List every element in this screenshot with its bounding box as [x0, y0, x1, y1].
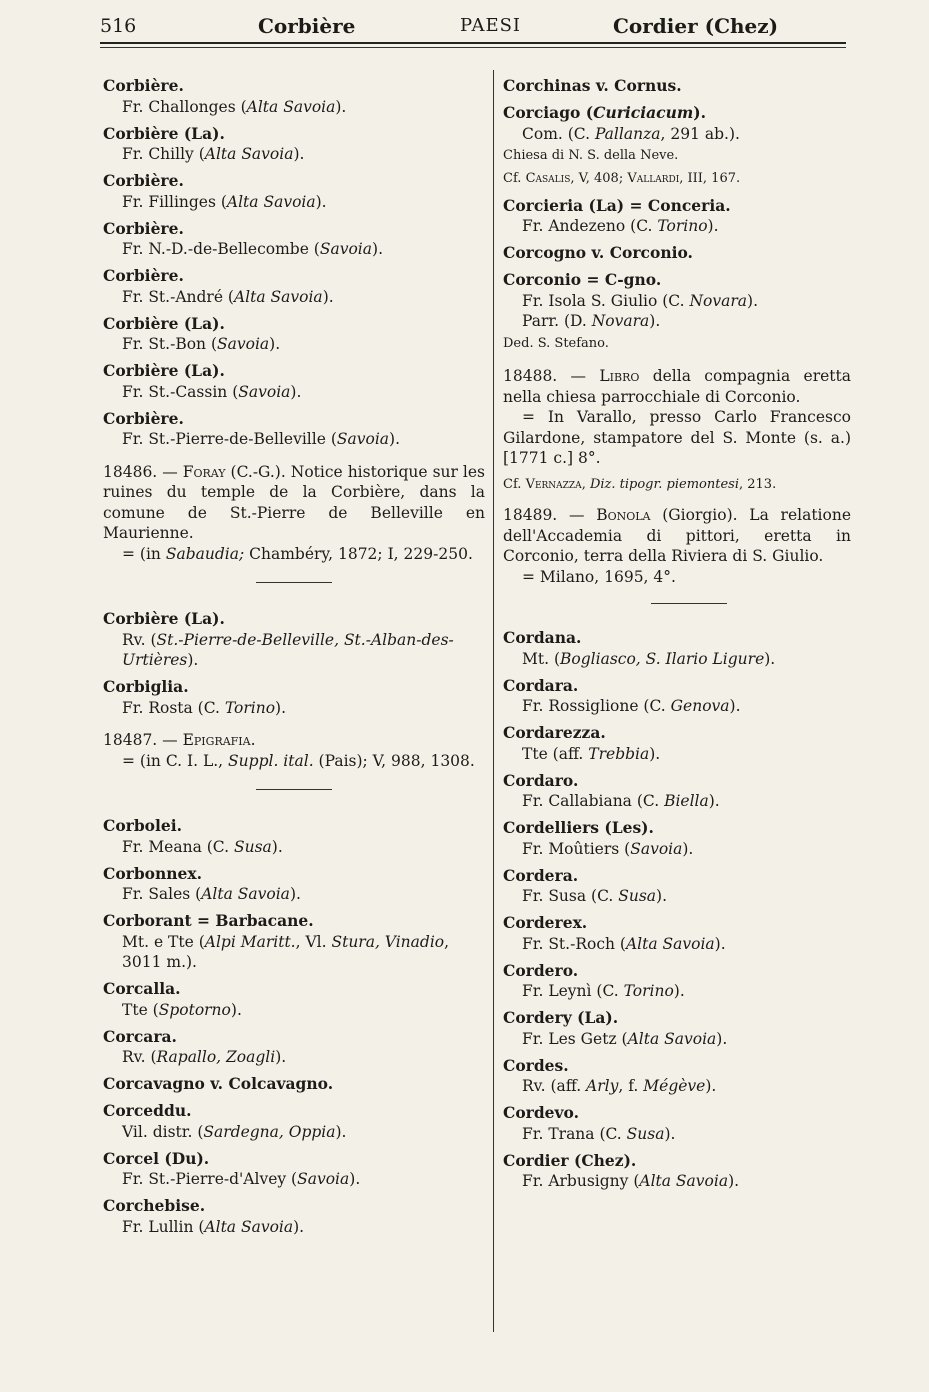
headword: Corbiglia.: [103, 677, 189, 696]
entry-detail: Fr. Les Getz (Alta Savoia).: [522, 1029, 728, 1048]
entry-detail: Fr. N.-D.-de-Bellecombe (Savoia).: [122, 240, 383, 258]
headword: Corcara.: [103, 1026, 177, 1046]
entry-detail: Fr. Chilly (Alta Savoia).: [122, 145, 305, 163]
headword: Corciago (Curiciacum).: [503, 103, 706, 122]
entry-detail: Fr. Isola S. Giulio (C. Novara).: [522, 291, 759, 310]
entry-detail: Com. (C. Pallanza, 291 ab.).: [522, 124, 740, 143]
left-column: [103, 76, 485, 1244]
citation-18487: 18487. — Epigrafia. = (in C. I. L., Suppl. ital. (Pais); V, 988, 1308.: [103, 730, 485, 771]
entry-detail: Fr. Callabiana (C. Biella).: [522, 792, 720, 810]
entry-detail: Fr. Rosta (C. Torino).: [122, 698, 287, 717]
citation-18488: 18488. — Libro della compagnia eretta nella chiesa parrocchiale di Corconio. = In Varallo, presso Carlo Francesco Gilardone, stampatore del S. Monte (s. a.) [1771 c.] 8°. Cf. Vernazza, Diz. tipogr. piemontesi, 213.: [503, 366, 851, 495]
entry: [103, 124, 485, 165]
entry-detail: Rv. (Rapallo, Zoagli).: [122, 1048, 287, 1066]
header-rule-top: [100, 42, 846, 44]
headword: Corbière.: [103, 76, 184, 95]
right-column: [503, 76, 851, 1198]
entry-detail: Fr. Meana (C. Susa).: [122, 837, 283, 856]
entry: [103, 314, 485, 355]
entry: [103, 609, 485, 671]
entry-detail: Fr. St.-Cassin (Savoia).: [122, 382, 302, 401]
entry: [503, 676, 851, 717]
entry: [103, 171, 485, 212]
citation-publication: = Milano, 1695, 4°.: [522, 567, 676, 586]
entry-detail: Tte (Spotorno).: [122, 1000, 242, 1019]
entry: [103, 1074, 485, 1095]
entry-detail: Fr. Fillinges (Alta Savoia).: [122, 192, 327, 211]
headword: Corchinas v. Cornus.: [503, 76, 682, 95]
headword: Cordaro.: [503, 770, 579, 790]
entry: [103, 816, 485, 857]
entry: [503, 961, 851, 1002]
entry-detail: Fr. Lullin (Alta Savoia).: [122, 1217, 305, 1236]
entry: [103, 1196, 485, 1237]
headword: Corceddu.: [103, 1101, 192, 1120]
citation-publication: = (in Sabaudia; Chambéry, 1872; I, 229-250.: [122, 544, 473, 563]
entry-detail: Fr. Leynì (C. Torino).: [522, 982, 685, 1000]
headword: Cordara.: [503, 675, 579, 695]
entry-reference: Cf. Casalis, V, 408; Vallardi, III, 167.: [503, 170, 741, 186]
entry: [503, 243, 851, 264]
headword: Cordera.: [503, 865, 579, 885]
entry: [103, 979, 485, 1020]
entry: [503, 1151, 851, 1192]
entry-detail: Fr. St.-Bon (Savoia).: [122, 335, 281, 353]
headword: Corbière (La).: [103, 361, 225, 380]
entry: [503, 818, 851, 859]
entry: [103, 361, 485, 402]
entry-detail: Fr. Sales (Alta Savoia).: [122, 885, 301, 903]
entry: [503, 1008, 851, 1049]
citation-18489: 18489. — Bonola (Giorgio). La relatione dell'Accademia di pittori, eretta in Corconio, terra della Riviera di S. Giulio. = Milano, 1695, 4°.: [503, 506, 851, 586]
column-divider: [493, 70, 494, 1332]
entry: [103, 409, 485, 450]
entry-detail: Mt. (Bogliasco, S. Ilario Ligure).: [522, 649, 776, 668]
header-left-word: Corbière: [258, 14, 356, 38]
entry-detail: Fr. St.-Pierre-d'Alvey (Savoia).: [122, 1170, 361, 1188]
headword: Corbière.: [103, 171, 184, 190]
headword: Cordarezza.: [503, 723, 606, 742]
entry: [103, 864, 485, 905]
entry-detail: Fr. St.-André (Alta Savoia).: [122, 287, 334, 306]
headword: Corcalla.: [103, 979, 181, 998]
page-number: 516: [100, 15, 137, 37]
entry: [503, 723, 851, 764]
section-separator: [256, 582, 332, 583]
header-center-word: PAESI: [460, 15, 522, 36]
citation-publication: = (in C. I. L., Suppl. ital. (Pais); V, 988, 1308.: [122, 751, 475, 770]
section-separator: [651, 603, 727, 604]
headword: Corconio = C-gno.: [503, 270, 662, 289]
headword: Corborant = Barbacane.: [103, 911, 314, 930]
entry: [103, 911, 485, 973]
headword: Corbière (La).: [103, 123, 225, 143]
header-rule-bottom: [100, 47, 846, 48]
entry-detail: Fr. St.-Roch (Alta Savoia).: [522, 934, 726, 953]
headword: Corbière (La).: [103, 313, 225, 333]
headword: Cordevo.: [503, 1103, 580, 1122]
entry: [503, 1103, 851, 1144]
entry-detail: Fr. Susa (C. Susa).: [522, 887, 668, 905]
headword: Cordana.: [503, 628, 582, 647]
entry-detail: Fr. Arbusigny (Alta Savoia).: [522, 1172, 740, 1190]
headword: Corbière.: [103, 218, 184, 238]
headword: Cordelliers (Les).: [503, 818, 654, 837]
entry: [503, 771, 851, 812]
headword: Corcogno v. Corconio.: [503, 243, 693, 262]
section-separator: [256, 789, 332, 790]
entry-detail: Rv. (St.-Pierre-de-Belleville, St.-Alban-des-Urtières).: [122, 630, 454, 669]
entry-note: Ded. S. Stefano.: [503, 335, 609, 351]
headword: Corbière (La).: [103, 609, 225, 628]
entry: [503, 103, 851, 189]
entry-detail: Fr. Rossiglione (C. Genova).: [522, 697, 741, 715]
entry: [503, 866, 851, 907]
headword: Corbière.: [103, 266, 184, 285]
entry: [503, 196, 851, 237]
headword: Corcieria (La) = Conceria.: [503, 195, 731, 215]
entry: [503, 1056, 851, 1097]
entry: [503, 76, 851, 97]
entry: [103, 266, 485, 307]
entry-detail: Fr. Andezeno (C. Torino).: [522, 217, 719, 235]
citation-reference: Cf. Vernazza, Diz. tipogr. piemontesi, 213.: [503, 476, 777, 492]
entry: [103, 1149, 485, 1190]
header-right-word: Cordier (Chez): [613, 14, 779, 38]
entry-detail: Vil. distr. (Sardegna, Oppia).: [122, 1122, 347, 1141]
headword: Corbolei.: [103, 816, 183, 835]
entry-detail: Tte (aff. Trebbia).: [522, 744, 661, 763]
entry-detail: Fr. Challonges (Alta Savoia).: [122, 97, 347, 116]
headword: Corcel (Du).: [103, 1148, 210, 1168]
entry-detail: Mt. e Tte (Alpi Maritt., Vl. Stura, Vinadio, 3011 m.).: [122, 932, 450, 971]
citation-18486: 18486. — Foray (C.-G.). Notice historique sur les ruines du temple de la Corbière, dans la comune de St.-Pierre de Belleville en Maurienne. = (in Sabaudia; Chambéry, 1872; I, 229-250.: [103, 462, 485, 563]
entry-detail: Fr. Trana (C. Susa).: [522, 1124, 676, 1143]
entry-note: Chiesa di N. S. della Neve.: [503, 148, 679, 163]
headword: Cordes.: [503, 1055, 569, 1075]
entry: [103, 76, 485, 117]
entry-detail: Rv. (aff. Arly, f. Mégève).: [522, 1077, 717, 1095]
citation-publication: = In Varallo, presso Carlo Francesco Gilardone, stampatore del S. Monte (s. a.) [1771 c.] 8°.: [503, 408, 851, 467]
headword: Corchebise.: [103, 1196, 206, 1215]
headword: Corbière.: [103, 408, 184, 428]
headword: Corbonnex.: [103, 863, 203, 883]
headword: Corderex.: [503, 913, 588, 932]
headword: Cordier (Chez).: [503, 1150, 637, 1170]
entry-detail: Fr. Moûtiers (Savoia).: [522, 839, 694, 858]
entry: [103, 1101, 485, 1142]
headword: Corcavagno v. Colcavagno.: [103, 1074, 334, 1093]
page-header: [100, 14, 844, 44]
entry-detail: Fr. St.-Pierre-de-Belleville (Savoia).: [122, 430, 401, 448]
entry-detail: Parr. (D. Novara).: [522, 312, 661, 330]
headword: Cordero.: [503, 960, 579, 980]
entry: [503, 913, 851, 954]
entry: [503, 628, 851, 669]
entry: [103, 1027, 485, 1068]
headword: Cordery (La).: [503, 1008, 619, 1027]
entry: [103, 219, 485, 260]
entry: [503, 270, 851, 354]
entry: [103, 677, 485, 718]
